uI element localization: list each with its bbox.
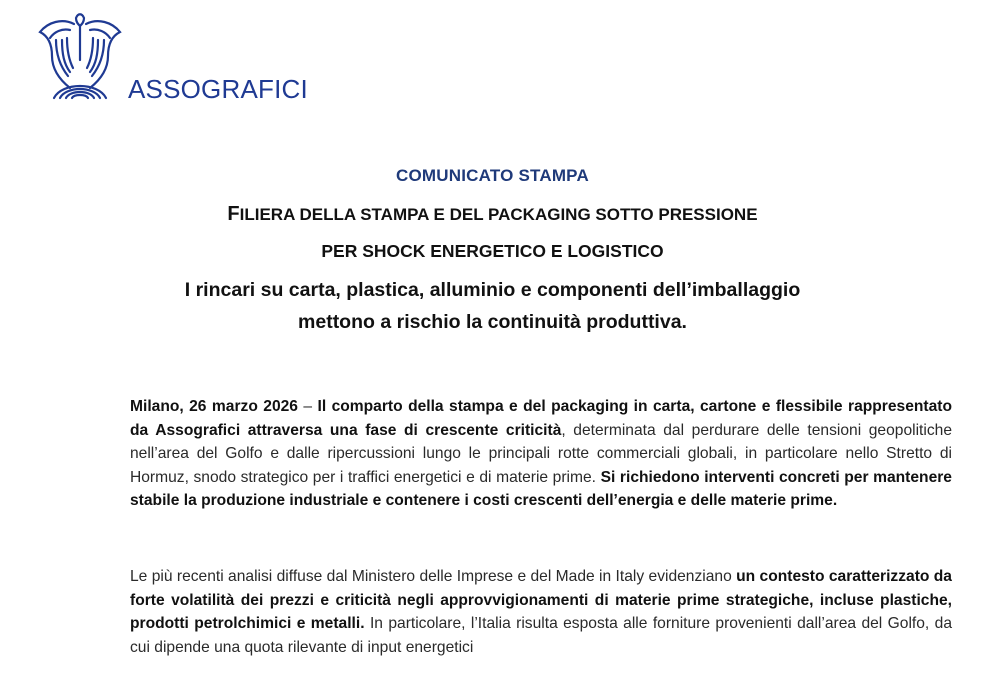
press-subtitle-line-1: I rincari su carta, plastica, alluminio e componenti dell’imballaggio [184,279,801,301]
press-subtitle-line-2: mettono a rischio la continuità produttiva. [298,311,687,333]
p1-bold-lead: Il comparto della stampa e del packaging in carta, cartone e flessibile rappresentato da Assografici attraversa una fase di crescente criticità [130,398,953,439]
title-rest: ILIERA DELLA STAMPA E DEL PACKAGING SOTTO PRESSIONE [239,205,758,224]
press-release-kicker: COMUNICATO STAMPA [396,166,589,185]
body-paragraph-2 [130,565,952,659]
p1-text: , determinata dal perdurare delle tensioni geopolitiche nell’area del Golfo e dalle ripercussioni lungo le principali rotte commerciali globali, in particolare nello Stretto di Hormuz, snodo strategico per i traffici energetici e di materie prime. [130,421,952,486]
assografici-logo [34,10,319,110]
logo-wordmark: ASSOGRAFICI [128,74,308,104]
dateline: Milano, 26 marzo 2026 [130,398,298,415]
dateline-dash: – [297,398,318,415]
p1-bold-closing: Si richiedono interventi concreti per mantenere stabile la produzione industriale e contenere i costi crescenti dell’energia e delle materie prime. [130,468,952,509]
p2-text-lead: Le più recenti analisi diffuse dal Ministero delle Imprese e del Made in Italy evidenziano [130,568,737,585]
p2-bold: un contesto caratterizzato da forte volatilità dei prezzi e criticità negli approvvigionamenti di materie prime strategiche, incluse plastiche, prodotti petrolchimici e metalli. [130,568,952,632]
press-title-line-2: PER SHOCK ENERGETICO E LOGISTICO [321,241,664,261]
press-title-line-1 [0,203,985,226]
title-initial: F [227,203,240,225]
eagle-emblem-icon [34,10,126,102]
body-paragraph-1 [130,395,952,513]
p2-text-trail: In particolare, l’Italia risulta esposta alle forniture provenienti dall’area del Golfo, da cui dipende una quota rilevante di input energetici [130,615,953,656]
